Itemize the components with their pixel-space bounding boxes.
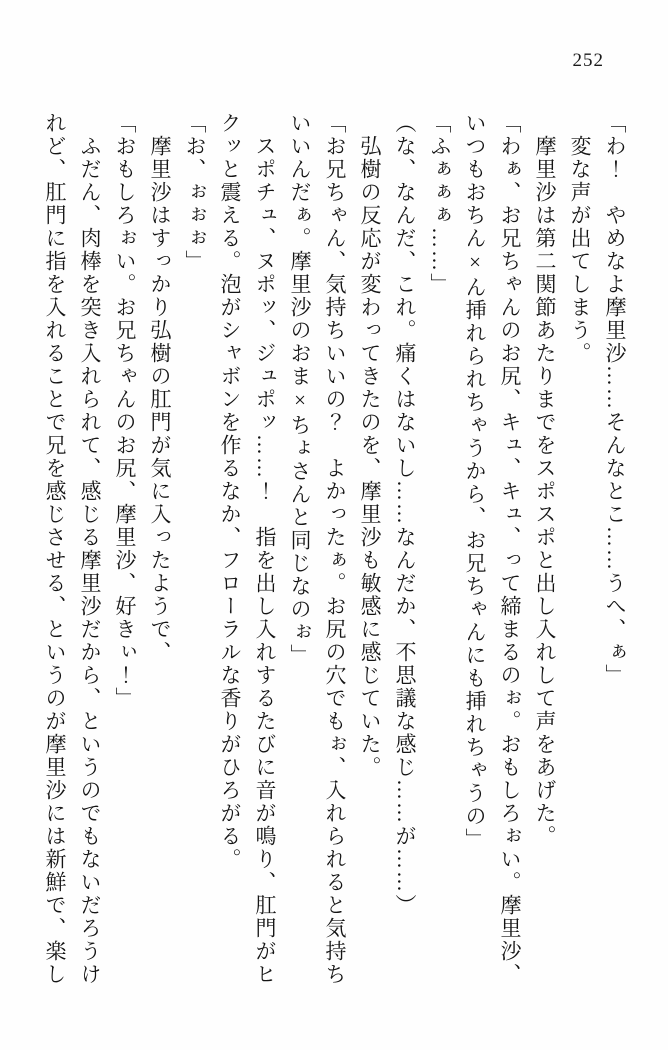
text-line: 摩里沙はすっかり弘樹の肛門が気に入ったようで、: [148, 112, 172, 664]
text-line: 「わぁ、お兄ちゃんのお尻、キュ、キュ、って締まるのぉ。おもしろぉい。摩里沙、: [498, 112, 522, 986]
text-line: スポチュ、ヌポッ、ジュポッ……！ 指を出し入れするたびに音が鳴り、肛門がヒ: [253, 112, 277, 986]
page-number: 252: [572, 50, 604, 71]
text-line: 「お、ぉぉぉ」: [183, 112, 207, 273]
text-line: 「お兄ちゃん、気持ちいいの？ よかったぁ。お尻の穴でもぉ、入れられると気持ち: [323, 112, 347, 986]
text-line: 弘樹の反応が変わってきたのを、摩里沙も敏感に感じていた。: [358, 112, 382, 779]
text-line: クッと震える。泡がシャボンを作るなか、フローラルな香りがひろがる。: [218, 112, 242, 871]
text-line: 「おもしろぉい。お兄ちゃんのお尻、摩里沙、好きぃ！」: [113, 112, 137, 710]
text-line: いつもおちん×ん挿れられちゃうから、お兄ちゃんにも挿れちゃうの」: [463, 112, 487, 851]
text-line: ふだん、肉棒を突き入れられて、感じる摩里沙だから、というのでもないだろうけ: [78, 112, 102, 986]
text-line: 変な声が出てしまう。: [568, 112, 592, 365]
text-line: 「わ！ やめなよ摩里沙……そんなとこ……うへ、ぁ」: [603, 112, 627, 687]
vertical-text-block: [37, 112, 632, 1012]
text-line: いいんだぁ。摩里沙のおま×ちょさんと同じなのぉ」: [288, 112, 312, 667]
text-line: （な、なんだ、これ。痛くはないし……なんだか、不思議な感じ……が……）: [393, 112, 417, 917]
text-line: れど、肛門に指を入れることで兄を感じさせる、というのが摩里沙には新鮮で、楽し: [43, 112, 67, 986]
text-line: 摩里沙は第二関節あたりまでをスポスポと出し入れして声をあげた。: [533, 112, 557, 848]
text-line: 「ふぁぁぁ……」: [428, 112, 452, 296]
